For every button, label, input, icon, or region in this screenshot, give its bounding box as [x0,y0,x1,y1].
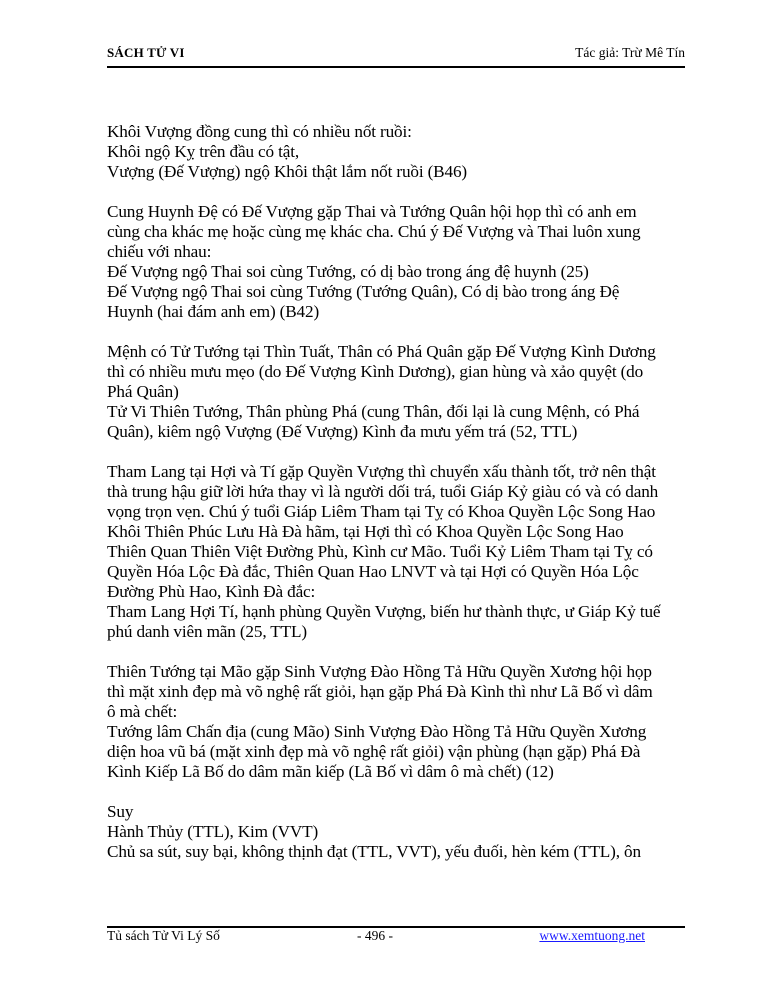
text-line: Kình Kiếp Lã Bố do dâm mãn kiếp (Lã Bố vì dâm ô mà chết) (12) [107,762,554,781]
text-line: chiếu với nhau: [107,242,212,261]
paragraph [107,662,687,782]
text-line: Quyền Hóa Lộc Đà đắc, Thiên Quan Hao LNVT và tại Hợi có Quyền Hóa Lộc [107,562,639,581]
text-line: Tướng lâm Chấn địa (cung Mão) Sinh Vượng Đào Hồng Tả Hữu Quyền Xương [107,722,647,741]
text-line: Hành Thủy (TTL), Kim (VVT) [107,822,319,841]
text-line: Khôi Vượng đồng cung thì có nhiều nốt ruồi: [107,122,412,141]
text-line: thì có nhiều mưu mẹo (do Đế Vượng Kình Dương), gian hùng và xảo quyệt (do [107,362,644,381]
book-title: SÁCH TỬ VI [107,45,185,60]
page-header [107,45,685,67]
paragraph [107,802,687,862]
text-line: cùng cha khác mẹ hoặc cùng mẹ khác cha. Chú ý Đế Vượng và Thai luôn xung [107,222,641,241]
text-line: phú danh viên mãn (25, TTL) [107,622,307,641]
text-line: vọng trọn vẹn. Chú ý tuổi Giáp Liêm Tham tại Tỵ có Khoa Quyền Lộc Song Hao [107,502,656,521]
text-line: Phá Quân) [107,382,179,401]
page-footer [107,928,685,948]
text-line: Huynh (hai đám anh em) (B42) [107,302,320,321]
paragraph [107,462,687,642]
header-divider [107,66,685,68]
text-line: Chủ sa sút, suy bại, không thịnh đạt (TTL, VVT), yếu đuối, hèn kém (TTL), ôn [107,842,641,861]
text-line: Đế Vượng ngộ Thai soi cùng Tướng, có dị bào trong áng đệ huynh (25) [107,262,589,281]
text-line: Quân), kiêm ngộ Vượng (Đế Vượng) Kình đa mưu yếm trá (52, TTL) [107,422,578,441]
text-line: Tham Lang tại Hợi và Tí gặp Quyền Vượng thì chuyển xấu thành tốt, trở nên thật [107,462,656,481]
text-line: thà trung hậu giữ lời hứa thay vì là người dối trá, tuổi Giáp Kỷ giàu có và có danh [107,482,659,501]
text-line: Tham Lang Hợi Tí, hạnh phùng Quyền Vượng, biến hư thành thực, ư Giáp Kỷ tuế [107,602,661,621]
text-line: ô mà chết: [107,702,178,721]
text-line: Đế Vượng ngộ Thai soi cùng Tướng (Tướng Quân), Có dị bào trong áng Đệ [107,282,620,301]
text-line: Cung Huynh Đệ có Đế Vượng gặp Thai và Tướng Quân hội họp thì có anh em [107,202,637,221]
series-name: Tủ sách Tử Vi Lý Số [107,928,220,943]
paragraph [107,202,687,322]
text-line: Suy [107,802,134,821]
text-line: Thiên Quan Thiên Việt Đường Phù, Kình cư Mão. Tuổi Kỷ Liêm Tham tại Tỵ có [107,542,653,561]
text-line: Khôi ngộ Kỵ trên đầu có tật, [107,142,299,161]
text-line: diện hoa vũ bá (mặt xinh đẹp mà võ nghệ rất giỏi) vận phùng (hạn gặp) Phá Đà [107,742,641,761]
page-number: - 496 - [357,928,393,943]
paragraph [107,122,687,182]
text-line: Vượng (Đế Vượng) ngộ Khôi thật lắm nốt ruồi (B46) [107,162,467,181]
paragraph [107,342,687,442]
text-line: thì mặt xinh đẹp mà võ nghệ rất giỏi, hạn gặp Phá Đà Kình thì như Lã Bố vì dâm [107,682,653,701]
text-line: Thiên Tướng tại Mão gặp Sinh Vượng Đào Hồng Tả Hữu Quyền Xương hội họp [107,662,652,681]
website-link[interactable]: www.xemtuong.net [539,928,645,943]
author: Tác giả: Trừ Mê Tín [575,45,685,60]
text-line: Đường Phù Hao, Kình Đà đắc: [107,582,316,601]
text-line: Khôi Thiên Phúc Lưu Hà Đà hãm, tại Hợi thì có Khoa Quyền Lộc Song Hao [107,522,624,541]
text-line: Mệnh có Tử Tướng tại Thìn Tuất, Thân có Phá Quân gặp Đế Vượng Kình Dương [107,342,656,361]
page-body [107,122,687,882]
text-line: Tử Vi Thiên Tướng, Thân phùng Phá (cung Thân, đối lại là cung Mệnh, có Phá [107,402,640,421]
